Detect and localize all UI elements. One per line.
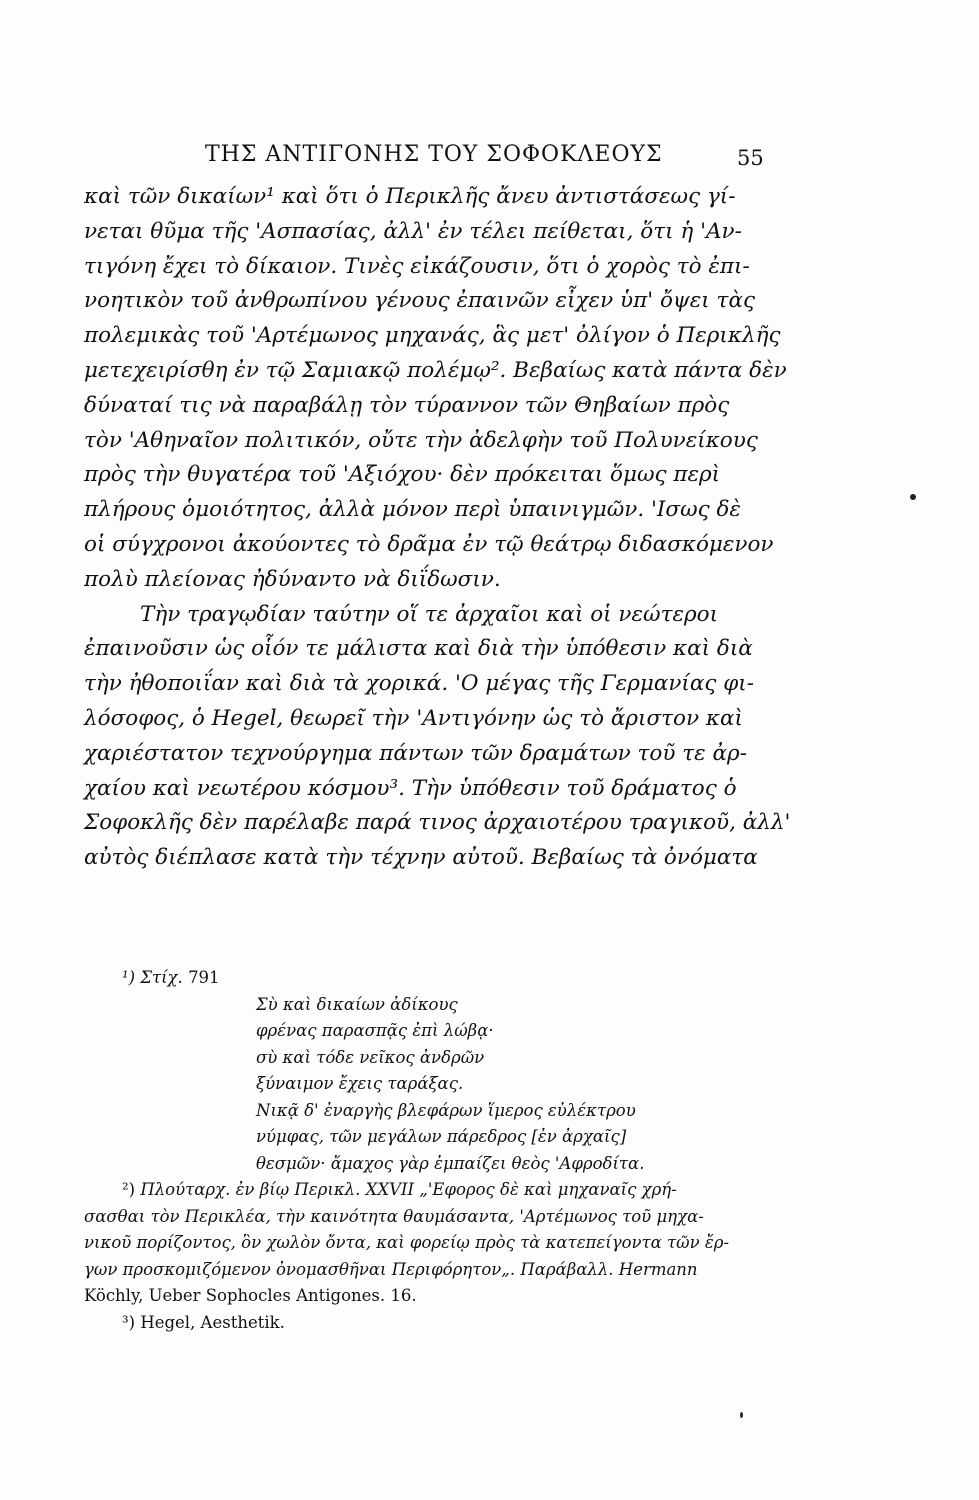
text-line: νεται θῦμα τῆς 'Ασπασίας, ἀλλ' ἐν τέλει πείθεται, ὅτι ἡ 'Αν- [84, 218, 742, 244]
text-line: μετεχειρίσθη ἐν τῷ Σαμιακῷ πολέμῳ². Βεβαίως κατὰ πάντα δὲν [84, 357, 787, 383]
verse-line: σὺ καὶ τόδε νεῖκος ἀνδρῶν [256, 1047, 485, 1067]
footnote-2-line: γων προσκομιζόμενον ὀνομασθῆναι Περιφόρητον„. Παράβαλλ. Hermann [84, 1259, 698, 1279]
text-line: τὸν 'Αθηναῖον πολιτικόν, οὔτε τὴν ἀδελφὴν τοῦ Πολυνείκους [84, 427, 758, 453]
footnotes [84, 965, 784, 1336]
text-line: Σοφοκλῆς δὲν παρέλαβε παρά τινος ἀρχαιοτέρου τραγικοῦ, ἀλλ' [84, 810, 791, 836]
text-line: πρὸς τὴν θυγατέρα τοῦ 'Αξιόχου· δὲν πρόκειται ὅμως περὶ [84, 462, 721, 488]
text-line: χαριέστατον τεχνούργημα πάντων τῶν δραμάτων τοῦ τε ἀρ- [84, 740, 747, 766]
footnote-2 [84, 1177, 784, 1204]
footnote-3-label: ³) [122, 1312, 136, 1332]
verse-line: νύμφας, τῶν μεγάλων πάρεδρος [ἐν ἀρχαῖς] [256, 1127, 627, 1146]
verse-line: θεσμῶν· ἄμαχος γὰρ ἐμπαίζει θεὸς 'Αφροδίτα. [256, 1153, 645, 1173]
text-line: λόσοφος, ὁ Hegel, θεωρεῖ τὴν 'Αντιγόνην ὡς τὸ ἄριστον καὶ [84, 705, 743, 731]
text-line: νοητικὸν τοῦ ἀνθρωπίνου γένους ἐπαινῶν εἶχεν ὑπ' ὄψει τὰς [84, 288, 756, 314]
footnote-3 [84, 1310, 784, 1337]
text-line: αὐτὸς διέπλασε κατὰ τὴν τέχνην αὐτοῦ. Βεβαίως τὰ ὀνόματα [84, 845, 758, 871]
text-line: καὶ τῶν δικαίων¹ καὶ ὅτι ὁ Περικλῆς ἄνευ ἀντιστάσεως γί- [84, 184, 736, 209]
verse-line: φρένας παρασπᾷς ἐπὶ λώβᾳ· [256, 1021, 494, 1040]
verse-line: Σὺ καὶ δικαίων ἀδίκους [256, 994, 458, 1014]
text-line: δύναταί τις νὰ παραβάλῃ τὸν τύραννον τῶν Θηβαίων πρὸς [84, 392, 730, 418]
footnote-2-line: σασθαι τὸν Περικλέα, τὴν καινότητα θαυμάσαντα, 'Αρτέμωνος τοῦ μηχα- [84, 1206, 704, 1226]
running-header: ΤΗΣ ΑΝΤΙΓΟΝΗΣ ΤΟΥ ΣΟΦΟΚΛΕΟΥΣ [205, 142, 663, 167]
text-line: χαίου καὶ νεωτέρου κόσμου³. Τὴν ὑπόθεσιν τοῦ δράματος ὁ [84, 775, 737, 801]
text-line: πολὺ πλείονας ἠδύναντο νὰ διΐδωσιν. [84, 566, 501, 592]
ink-speck [910, 494, 916, 500]
footnote-1-label: ¹) Στίχ. [122, 968, 183, 987]
text-line: τιγόνη ἔχει τὸ δίκαιον. Τινὲς εἰκάζουσιν, ὅτι ὁ χορὸς τὸ ἐπι- [84, 253, 750, 279]
footnote-2-label: ²) [122, 1180, 136, 1199]
footnote-3-text: Hegel, Aesthetik. [140, 1312, 285, 1332]
text-line: οἱ σύγχρονοι ἀκούοντες τὸ δρᾶμα ἐν τῷ θεάτρῳ διδασκόμενον [84, 531, 774, 557]
footnote-1-number: 791 [188, 968, 220, 987]
footnote-2-line: νικοῦ πορίζοντος, ὃν χωλὸν ὄντα, καὶ φορείῳ πρὸς τὰ κατεπείγοντα τῶν ἔρ- [84, 1233, 730, 1252]
verse-line: ξύναιμον ἔχεις ταράξας. [256, 1074, 464, 1093]
main-text [84, 180, 791, 876]
footnote-2-text: Πλούταρχ. ἐν βίῳ Περικλ. XXVII „'Εφορος δὲ καὶ μηχαναῖς χρή- [140, 1180, 677, 1199]
text-line: πλήρους ὁμοιότητος, ἀλλὰ μόνον περὶ ὑπαινιγμῶν. 'Ισως δὲ [84, 497, 741, 523]
verse-line: Νικᾷ δ' ἐναργὴς βλεφάρων ἵμερος εὐλέκτρου [256, 1100, 636, 1120]
paragraph-start: Τὴν τραγῳδίαν ταύτην οἵ τε ἀρχαῖοι καὶ οἱ νεώτεροι [140, 601, 719, 627]
footnote-1 [84, 965, 784, 992]
text-line: πολεμικὰς τοῦ 'Αρτέμωνος μηχανάς, ἃς μετ' ὀλίγον ὁ Περικλῆς [84, 323, 781, 349]
page-number: 55 [737, 146, 764, 170]
footnote-2-line: Köchly, Ueber Sophocles Antigones. 16. [84, 1286, 417, 1305]
text-line: ἐπαινοῦσιν ὡς οἷόν τε μάλιστα καὶ διὰ τὴν ὑπόθεσιν καὶ διὰ [84, 636, 753, 662]
text-line: τὴν ἠθοποιΐαν καὶ διὰ τὰ χορικά. 'Ο μέγας τῆς Γερμανίας φι- [84, 671, 754, 697]
ink-speck [740, 1412, 743, 1418]
